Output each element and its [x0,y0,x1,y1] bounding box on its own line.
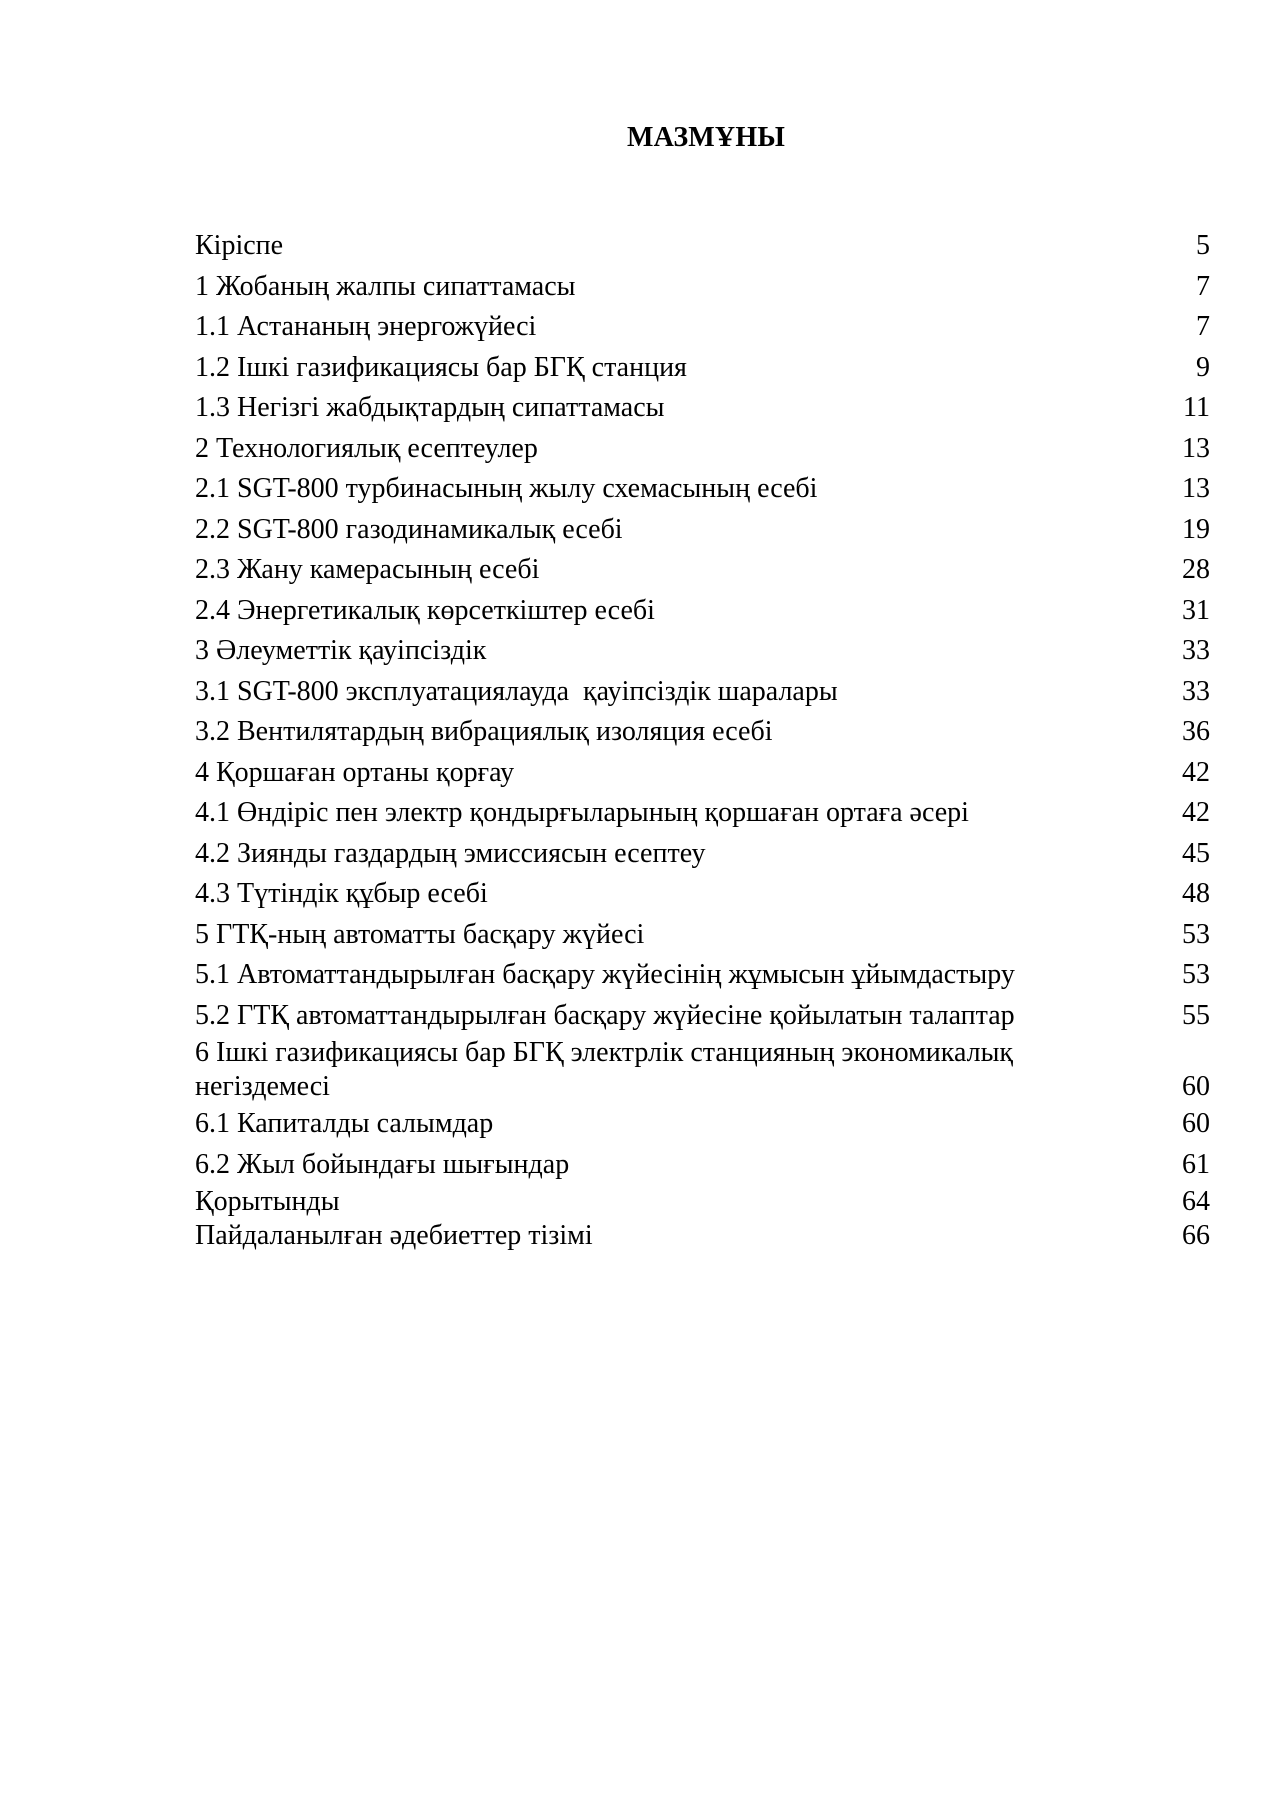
toc-entry-label: 3 Әлеуметтік қауіпсіздік [195,635,487,666]
toc-entry-3-1[interactable] [195,672,1210,713]
toc-entry-4[interactable] [195,753,1210,794]
toc-entry-page: 53 [1182,959,1210,990]
toc-entry-label: 3.1 SGT-800 эксплуатациялауда қауіпсіздік шаралары [195,675,838,707]
toc-entry-label: 6 Ішкі газификациясы бар БГҚ электрлік станцияның экономикалық негіздемесі [195,1037,1021,1102]
toc-entry-label: Кіріспе [195,230,284,261]
toc-entry-page: 42 [1182,756,1210,788]
toc-entry-page: 53 [1182,918,1210,950]
page-title: МАЗМҰНЫ [626,122,786,153]
toc-entry-page: 64 [1182,1186,1210,1217]
toc-entry-label: 2.3 Жану камерасының есебі [195,554,540,585]
toc-entry-1[interactable] [195,267,1210,308]
toc-entry-label: 6.1 Капиталды салымдар [195,1108,494,1139]
toc-entry-4-3[interactable] [195,874,1210,915]
toc-entry-page: 33 [1182,675,1210,707]
toc-entry-2-2[interactable] [195,510,1210,551]
toc-entry-page: 7 [1196,270,1210,302]
toc-entry-page: 33 [1182,635,1210,666]
toc-entry-1-1[interactable] [195,307,1210,348]
toc-entry-2-1[interactable] [195,469,1210,510]
toc-entry-6[interactable] [195,1036,1210,1104]
toc-entry-label: 2.1 SGT-800 турбинасының жылу схемасының есебі [195,473,818,504]
toc-entry-page: 60 [1182,1108,1210,1139]
toc-entry-label: Пайдаланылған әдебиеттер тізімі [195,1220,593,1251]
toc-entry-page: 5 [1196,230,1210,261]
toc-entry-page: 13 [1182,432,1210,464]
toc-entry-3-2[interactable] [195,712,1210,753]
toc-entry-label: 4.2 Зиянды газдардың эмиссиясын есептеу [195,837,706,869]
toc-entry-label: 6.2 Жыл бойындағы шығындар [195,1148,570,1180]
toc-entry-page: 13 [1182,473,1210,504]
toc-entry-page: 7 [1196,311,1210,342]
toc-entry-1-2[interactable] [195,348,1210,389]
toc-entry-1-3[interactable] [195,388,1210,429]
toc-entry-2[interactable] [195,429,1210,470]
toc-entry-label: 2.4 Энергетикалық көрсеткіштер есебі [195,594,655,626]
toc-entry-label: 3.2 Вентилятардың вибрациялық изоляция есебі [195,716,773,747]
toc-entry-page: 60 [1182,1071,1210,1102]
toc-entry-page: 11 [1183,392,1210,423]
toc-entry-label: 1 Жобаның жалпы сипаттамасы [195,270,576,302]
toc-entry-page: 48 [1182,878,1210,909]
toc-entry-label: 4.3 Түтіндік құбыр есебі [195,878,488,909]
toc-entry-page: 55 [1182,999,1210,1031]
toc-entry-introduction[interactable] [195,226,1210,267]
toc-entry-label: 5 ГТҚ-ның автоматты басқару жүйесі [195,918,645,950]
toc-entry-2-4[interactable] [195,591,1210,632]
toc-entry-page: 19 [1182,513,1210,545]
toc-entry-page: 31 [1182,594,1210,626]
toc-entry-5-2[interactable] [195,996,1210,1037]
toc-entry-page: 36 [1182,716,1210,747]
toc-entry-label: 2.2 SGT-800 газодинамикалық есебі [195,513,623,545]
toc-entry-3[interactable] [195,631,1210,672]
toc-entry-label: 1.1 Астананың энергожүйесі [195,311,537,342]
toc-entry-label: 1.3 Негізгі жабдықтардың сипаттамасы [195,392,665,423]
toc-entry-4-2[interactable] [195,834,1210,875]
toc-entry-label: 5.1 Автоматтандырылған басқару жүйесінің жұмысын ұйымдастыру [195,959,1015,990]
toc-entry-label: 5.2 ГТҚ автоматтандырылған басқару жүйесіне қойылатын талаптар [195,999,1015,1031]
toc-entry-6-2[interactable] [195,1145,1210,1186]
toc-entry-label: 2 Технологиялық есептеулер [195,432,538,464]
toc-entry-5[interactable] [195,915,1210,956]
toc-entry-2-3[interactable] [195,550,1210,591]
toc-entry-label: 4.1 Өндіріс пен электр қондырғыларының қоршаған ортаға әсері [195,797,969,828]
toc-entry-page: 28 [1182,554,1210,585]
toc-entry-references[interactable] [195,1219,1210,1253]
toc-entry-page: 42 [1182,797,1210,828]
toc-entry-page: 45 [1182,837,1210,869]
toc-entry-conclusion[interactable] [195,1185,1210,1219]
toc-entry-page: 66 [1182,1220,1210,1251]
toc-entry-label: 4 Қоршаған ортаны қорғау [195,756,515,788]
toc-entry-page: 9 [1196,351,1210,383]
toc-entry-page: 61 [1182,1148,1210,1180]
toc-entry-label: Қорытынды [195,1186,340,1217]
toc-entry-5-1[interactable] [195,955,1210,996]
toc-entry-label: 1.2 Ішкі газификациясы бар БГҚ станция [195,351,687,383]
toc-entry-6-1[interactable] [195,1104,1210,1145]
toc-entry-4-1[interactable] [195,793,1210,834]
table-of-contents [195,226,1210,1253]
